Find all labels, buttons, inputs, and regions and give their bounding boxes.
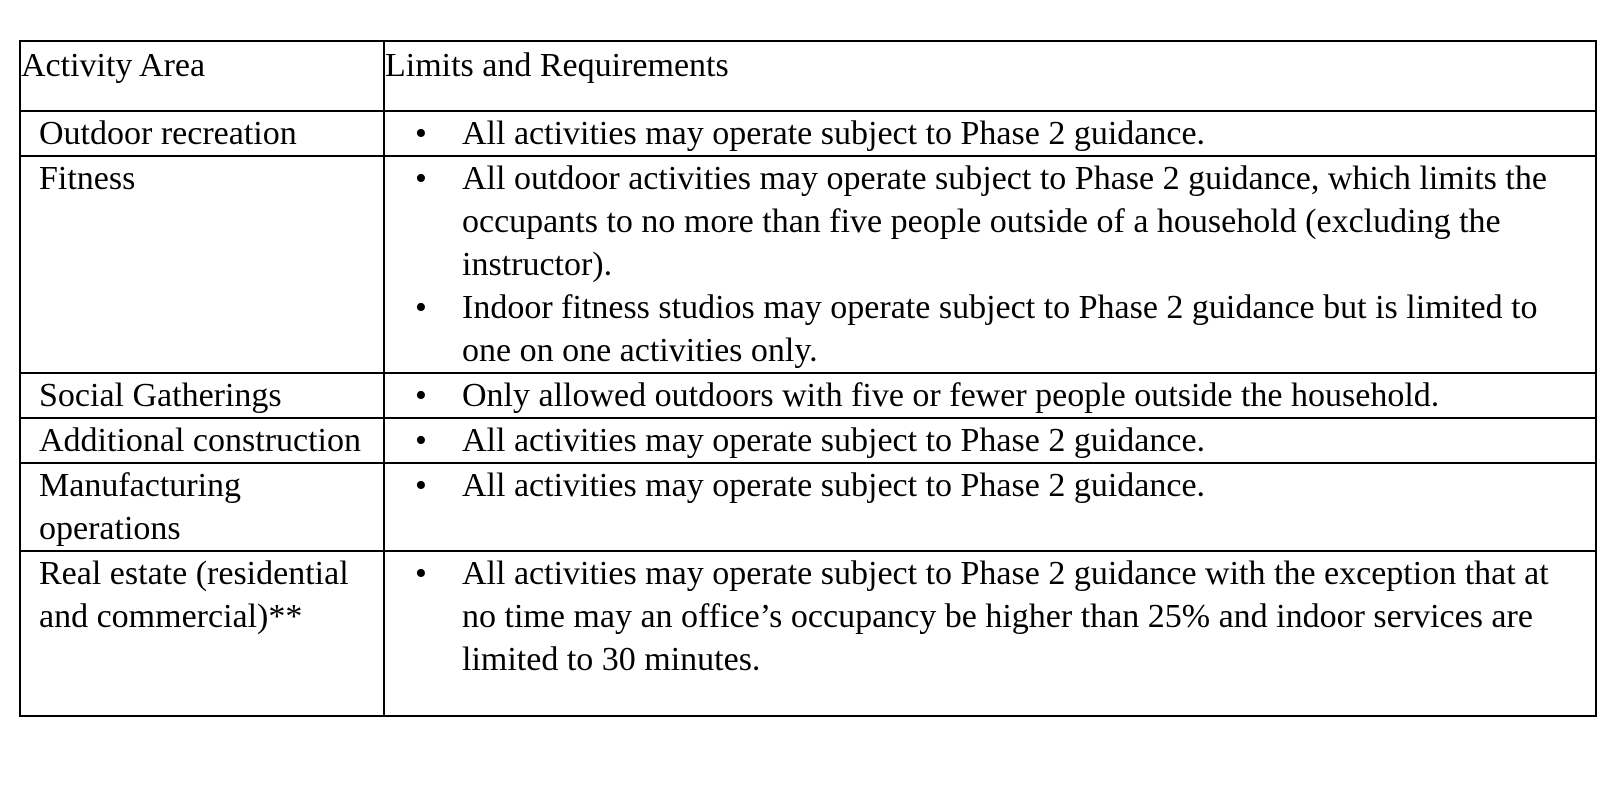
table-row [20, 463, 1596, 551]
requirements-list [385, 374, 1585, 417]
bullet-icon: • [415, 555, 427, 592]
header-row [20, 41, 1596, 111]
header-activity-area: Activity Area [20, 41, 384, 111]
activity-limits-table [19, 40, 1597, 717]
activity-area-cell: Fitness [20, 156, 384, 373]
limits-cell [384, 111, 1596, 156]
activity-area-cell: Social Gatherings [20, 373, 384, 418]
requirement-item [385, 419, 1585, 462]
bullet-icon: • [415, 289, 427, 326]
requirement-text: Only allowed outdoors with five or fewer people outside the household. [462, 377, 1440, 414]
requirements-list [385, 112, 1585, 155]
requirement-text: All activities may operate subject to Phase 2 guidance. [462, 422, 1206, 459]
bullet-icon: • [415, 160, 427, 197]
activity-area-cell: Outdoor recreation [20, 111, 384, 156]
table-row [20, 156, 1596, 373]
activity-area-cell: Additional construction [20, 418, 384, 463]
limits-cell [384, 418, 1596, 463]
limits-cell [384, 463, 1596, 551]
limits-cell [384, 373, 1596, 418]
requirement-item [385, 552, 1585, 681]
table-row [20, 418, 1596, 463]
limits-cell [384, 156, 1596, 373]
requirements-list [385, 419, 1585, 462]
bullet-icon: • [415, 422, 427, 459]
requirements-list [385, 157, 1585, 372]
bullet-icon: • [415, 467, 427, 504]
header-limits-requirements: Limits and Requirements [384, 41, 1596, 111]
requirement-text: All activities may operate subject to Phase 2 guidance. [462, 467, 1206, 504]
requirement-text: All outdoor activities may operate subject to Phase 2 guidance, which limits the occupants to no more than five people outside of a household (excluding the instructor). [462, 160, 1547, 283]
requirement-item [385, 157, 1585, 286]
table-row [20, 111, 1596, 156]
requirement-item [385, 464, 1585, 507]
requirement-text: All activities may operate subject to Phase 2 guidance with the exception that at no time may an office’s occupancy be higher than 25% and indoor services are limited to 30 minutes. [462, 555, 1549, 678]
bullet-icon: • [415, 115, 427, 152]
requirement-text: Indoor fitness studios may operate subject to Phase 2 guidance but is limited to one on one activities only. [462, 289, 1538, 369]
limits-cell [384, 551, 1596, 716]
requirements-list [385, 552, 1585, 681]
requirement-item [385, 286, 1585, 372]
requirement-item [385, 374, 1585, 417]
table-row [20, 551, 1596, 716]
requirement-item [385, 112, 1585, 155]
requirements-list [385, 464, 1585, 507]
activity-area-cell: Real estate (residential and commercial)** [20, 551, 384, 716]
table-row [20, 373, 1596, 418]
bullet-icon: • [415, 377, 427, 414]
activity-area-cell: Manufacturing operations [20, 463, 384, 551]
requirement-text: All activities may operate subject to Phase 2 guidance. [462, 115, 1206, 152]
